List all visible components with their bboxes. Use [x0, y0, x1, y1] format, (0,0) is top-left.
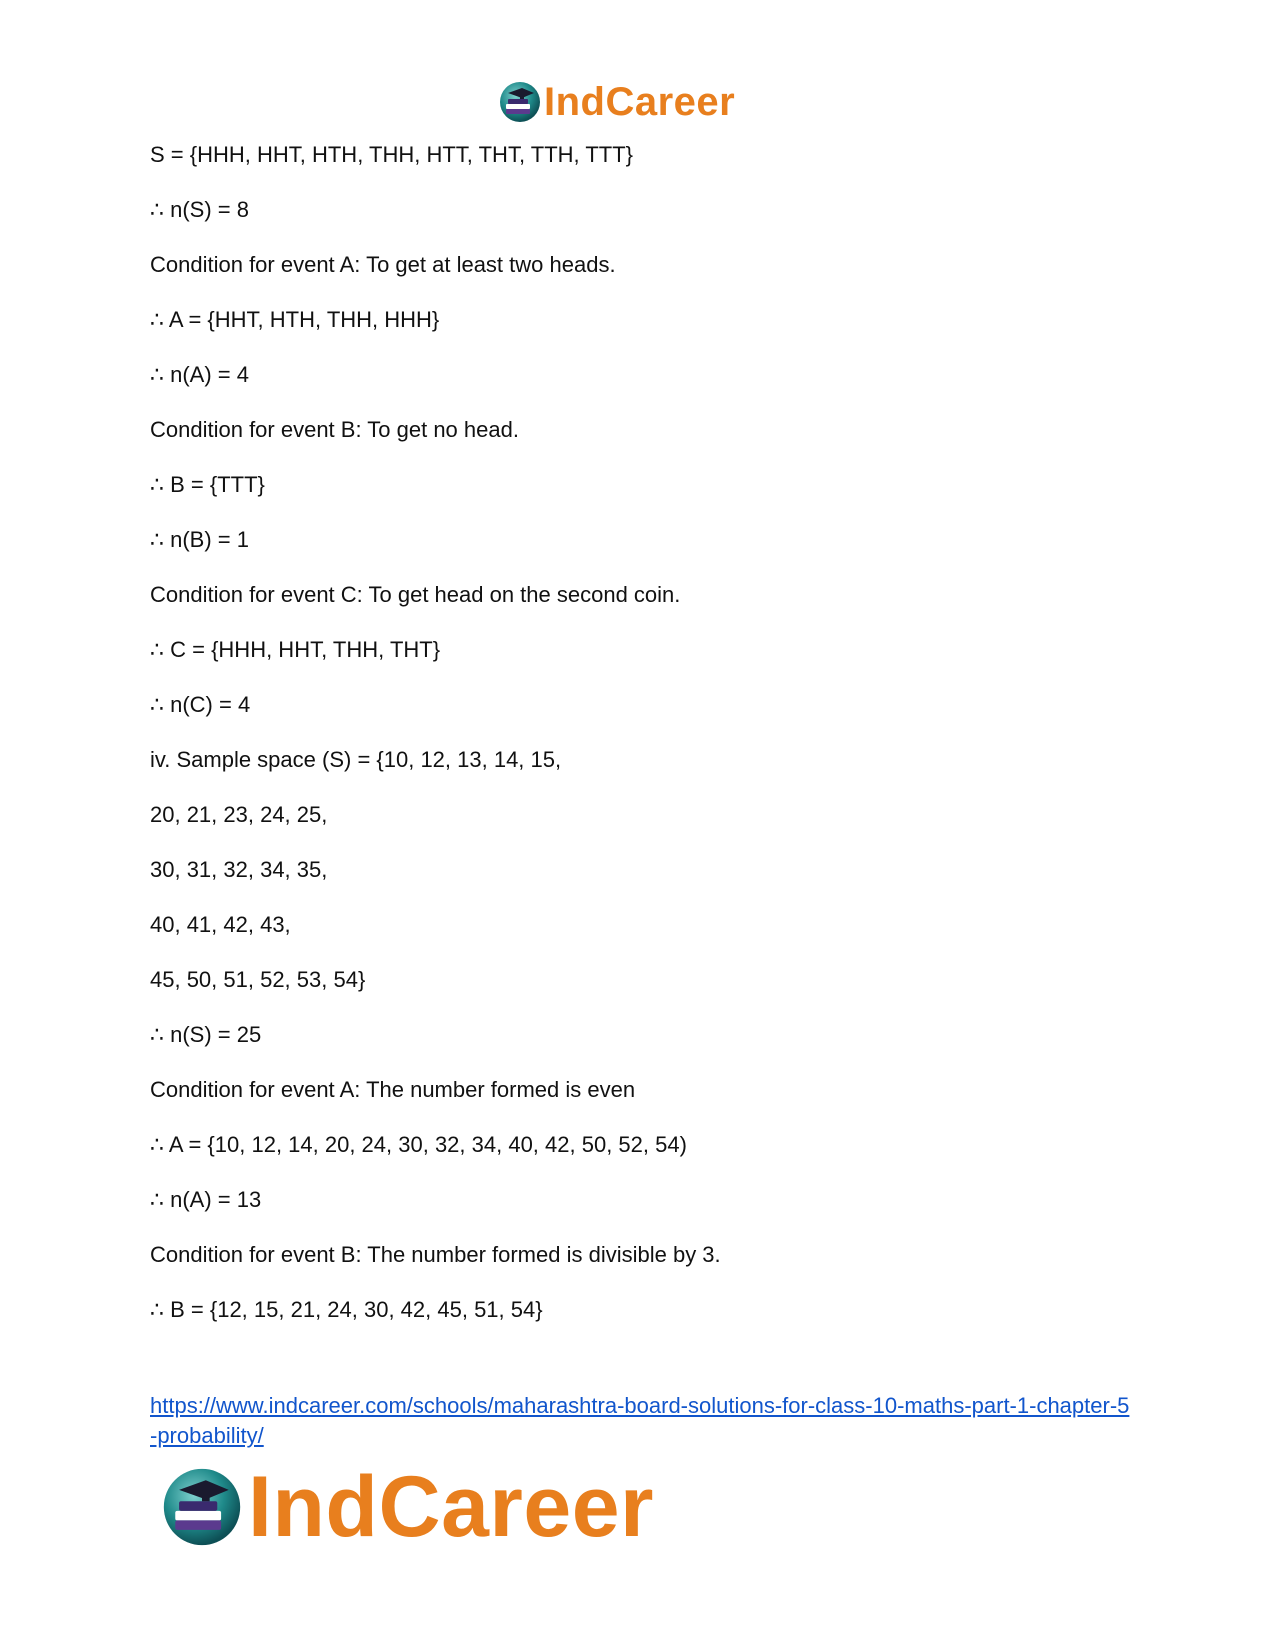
text-line: ∴ n(A) = 13: [150, 1187, 262, 1212]
text-line: ∴ n(B) = 1: [150, 527, 249, 552]
text-line: ∴ n(S) = 8: [150, 197, 249, 222]
text-line: ∴ B = {TTT}: [150, 472, 265, 497]
text-line: ∴ B = {12, 15, 21, 24, 30, 42, 45, 51, 54}: [150, 1297, 543, 1322]
text-line: Condition for event B: The number formed is divisible by 3.: [150, 1242, 721, 1267]
text-line: Condition for event C: To get head on the second coin.: [150, 582, 681, 607]
globe-book-icon: [498, 80, 542, 124]
text-line: S = {HHH, HHT, HTH, THH, HTT, THT, TTH, TTT}: [150, 142, 634, 167]
text-line: Condition for event B: To get no head.: [150, 417, 519, 442]
header-logo-text: IndCareer: [544, 80, 736, 124]
globe-book-icon: [160, 1465, 244, 1549]
text-line: Condition for event A: The number formed is even: [150, 1077, 636, 1102]
text-line: Condition for event A: To get at least two heads.: [150, 252, 616, 277]
footer-logo-text: IndCareer: [248, 1459, 654, 1555]
text-line: ∴ n(A) = 4: [150, 362, 249, 387]
footer-logo: [160, 1459, 654, 1555]
text-line: ∴ A = {HHT, HTH, THH, HHH}: [150, 307, 440, 332]
text-line: ∴ n(S) = 25: [150, 1022, 262, 1047]
text-line: ∴ A = {10, 12, 14, 20, 24, 30, 32, 34, 40, 42, 50, 52, 54): [150, 1132, 687, 1157]
text-line: 30, 31, 32, 34, 35,: [150, 857, 328, 882]
document-body: [150, 142, 1150, 1352]
text-line: 40, 41, 42, 43,: [150, 912, 291, 937]
source-link[interactable]: https://www.indcareer.com/schools/maharashtra-board-solutions-for-class-10-maths-part-1-chapter-5-probability/: [150, 1393, 1130, 1448]
text-line: ∴ n(C) = 4: [150, 692, 251, 717]
text-line: iv. Sample space (S) = {10, 12, 13, 14, 15,: [150, 747, 562, 772]
text-line: 45, 50, 51, 52, 53, 54}: [150, 967, 366, 992]
text-line: ∴ C = {HHH, HHT, THH, THT}: [150, 637, 441, 662]
header-logo: [498, 79, 735, 125]
text-line: 20, 21, 23, 24, 25,: [150, 802, 328, 827]
